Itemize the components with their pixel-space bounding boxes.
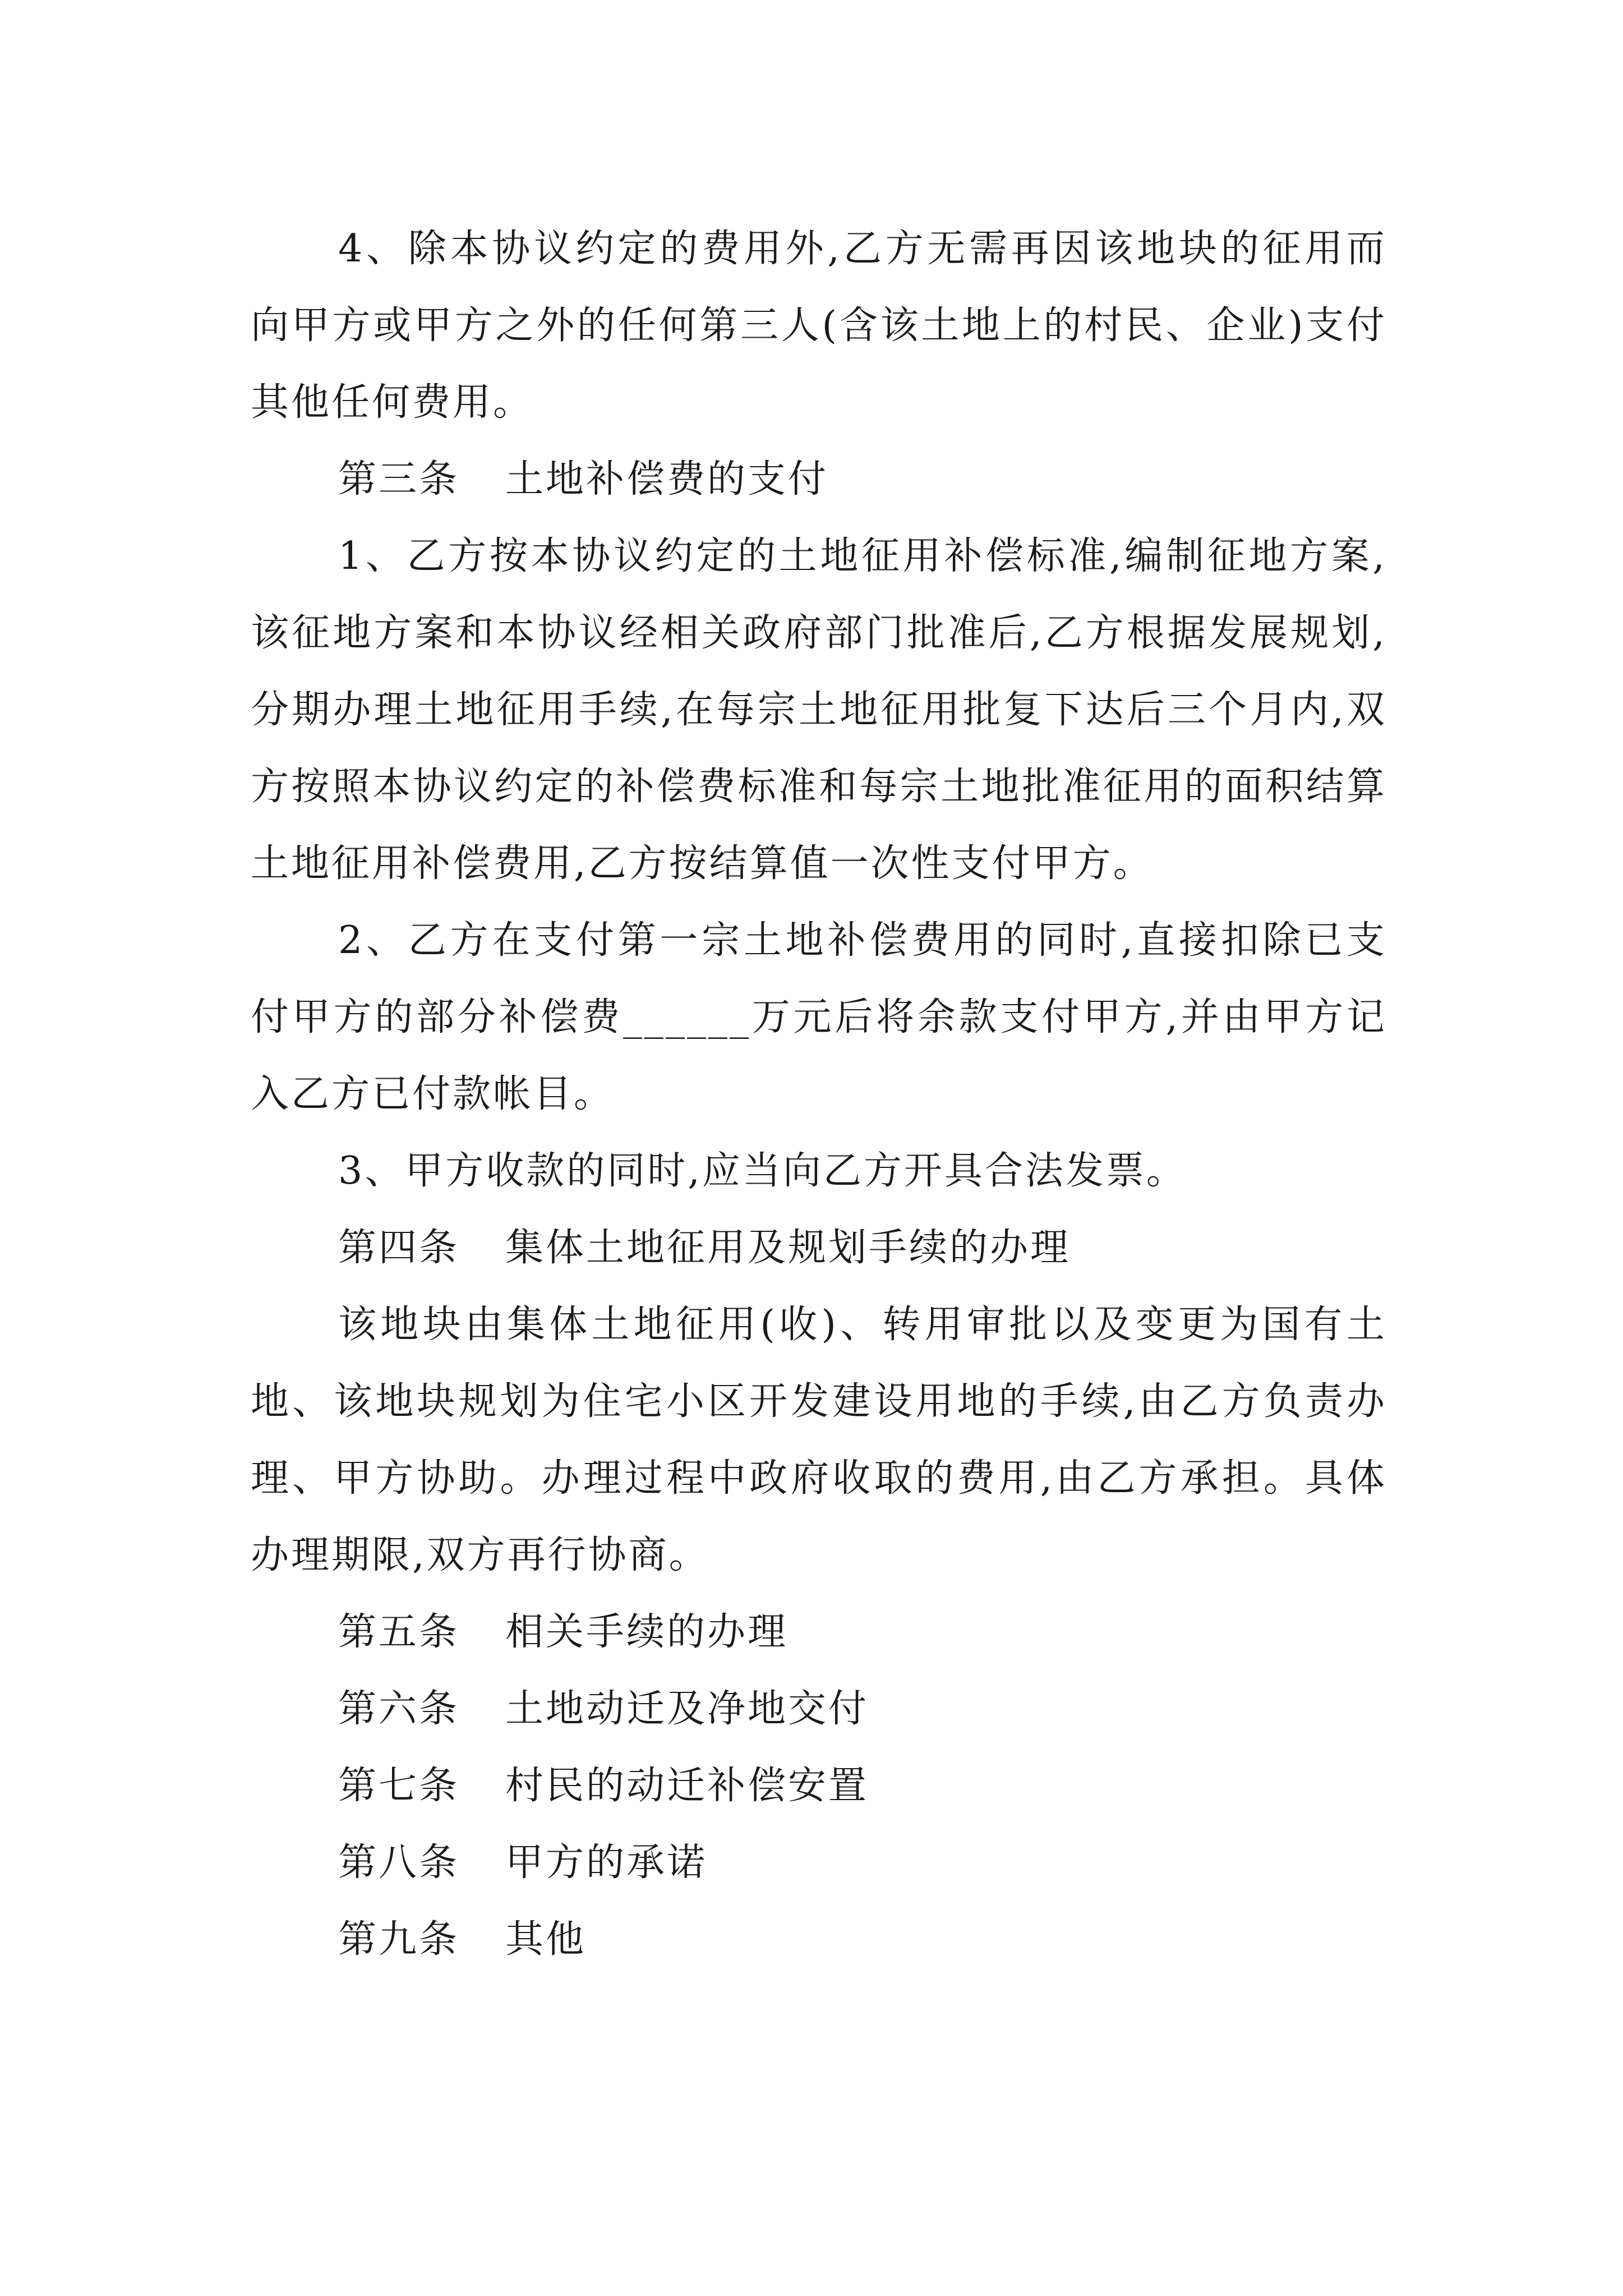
article-3-heading <box>251 441 1387 518</box>
paragraph-article-4-body: 该地块由集体土地征用(收)、转用审批以及变更为国有土地、该地块规划为住宅小区开发建设用地的手续,由乙方负责办理、甲方协助。办理过程中政府收取的费用,由乙方承担。具体办理期限,双方再行协商。 <box>251 1303 1387 1577</box>
article-number: 第九条 <box>338 1917 460 1962</box>
article-title: 土地补偿费的支付 <box>505 457 829 501</box>
article-number: 第五条 <box>338 1610 460 1654</box>
paragraph-clause-2-item-4: 4、除本协议约定的费用外,乙方无需再因该地块的征用而向甲方或甲方之外的任何第三人(含该土地上的村民、企业)支付其他任何费用。 <box>251 227 1387 425</box>
paragraph-article-3-item-3: 3、甲方收款的同时,应当向乙方开具合法发票。 <box>338 1149 1187 1193</box>
article-number: 第四条 <box>338 1226 460 1270</box>
article-number: 第七条 <box>338 1764 460 1808</box>
article-title: 甲方的承诺 <box>505 1841 708 1885</box>
article-9-heading <box>251 1901 1387 1978</box>
paragraph-article-3-item-2: 2、乙方在支付第一宗土地补偿费用的同时,直接扣除已支付甲方的部分补偿费______万元后将余款支付甲方,并由甲方记入乙方已付款帐目。 <box>251 918 1387 1116</box>
article-title: 集体土地征用及规划手续的办理 <box>505 1226 1071 1270</box>
article-number: 第八条 <box>338 1841 460 1885</box>
article-8-heading <box>251 1824 1387 1901</box>
article-title: 村民的动迁补偿安置 <box>505 1764 869 1808</box>
article-7-heading <box>251 1747 1387 1824</box>
article-4-heading <box>251 1209 1387 1286</box>
article-title: 土地动迁及净地交付 <box>505 1687 869 1731</box>
article-number: 第三条 <box>338 457 460 501</box>
article-number: 第六条 <box>338 1687 460 1731</box>
paragraph-article-3-item-1: 1、乙方按本协议约定的土地征用补偿标准,编制征地方案,该征地方案和本协议经相关政府部门批准后,乙方根据发展规划,分期办理土地征用手续,在每宗土地征用批复下达后三个月内,双方按照本协议约定的补偿费标准和每宗土地批准征用的面积结算土地征用补偿费用,乙方按结算值一次性支付甲方。 <box>251 534 1387 886</box>
article-6-heading <box>251 1671 1387 1747</box>
article-title: 相关手续的办理 <box>505 1610 789 1654</box>
article-title: 其他 <box>505 1917 587 1962</box>
document-body <box>251 210 1387 1978</box>
article-5-heading <box>251 1594 1387 1671</box>
